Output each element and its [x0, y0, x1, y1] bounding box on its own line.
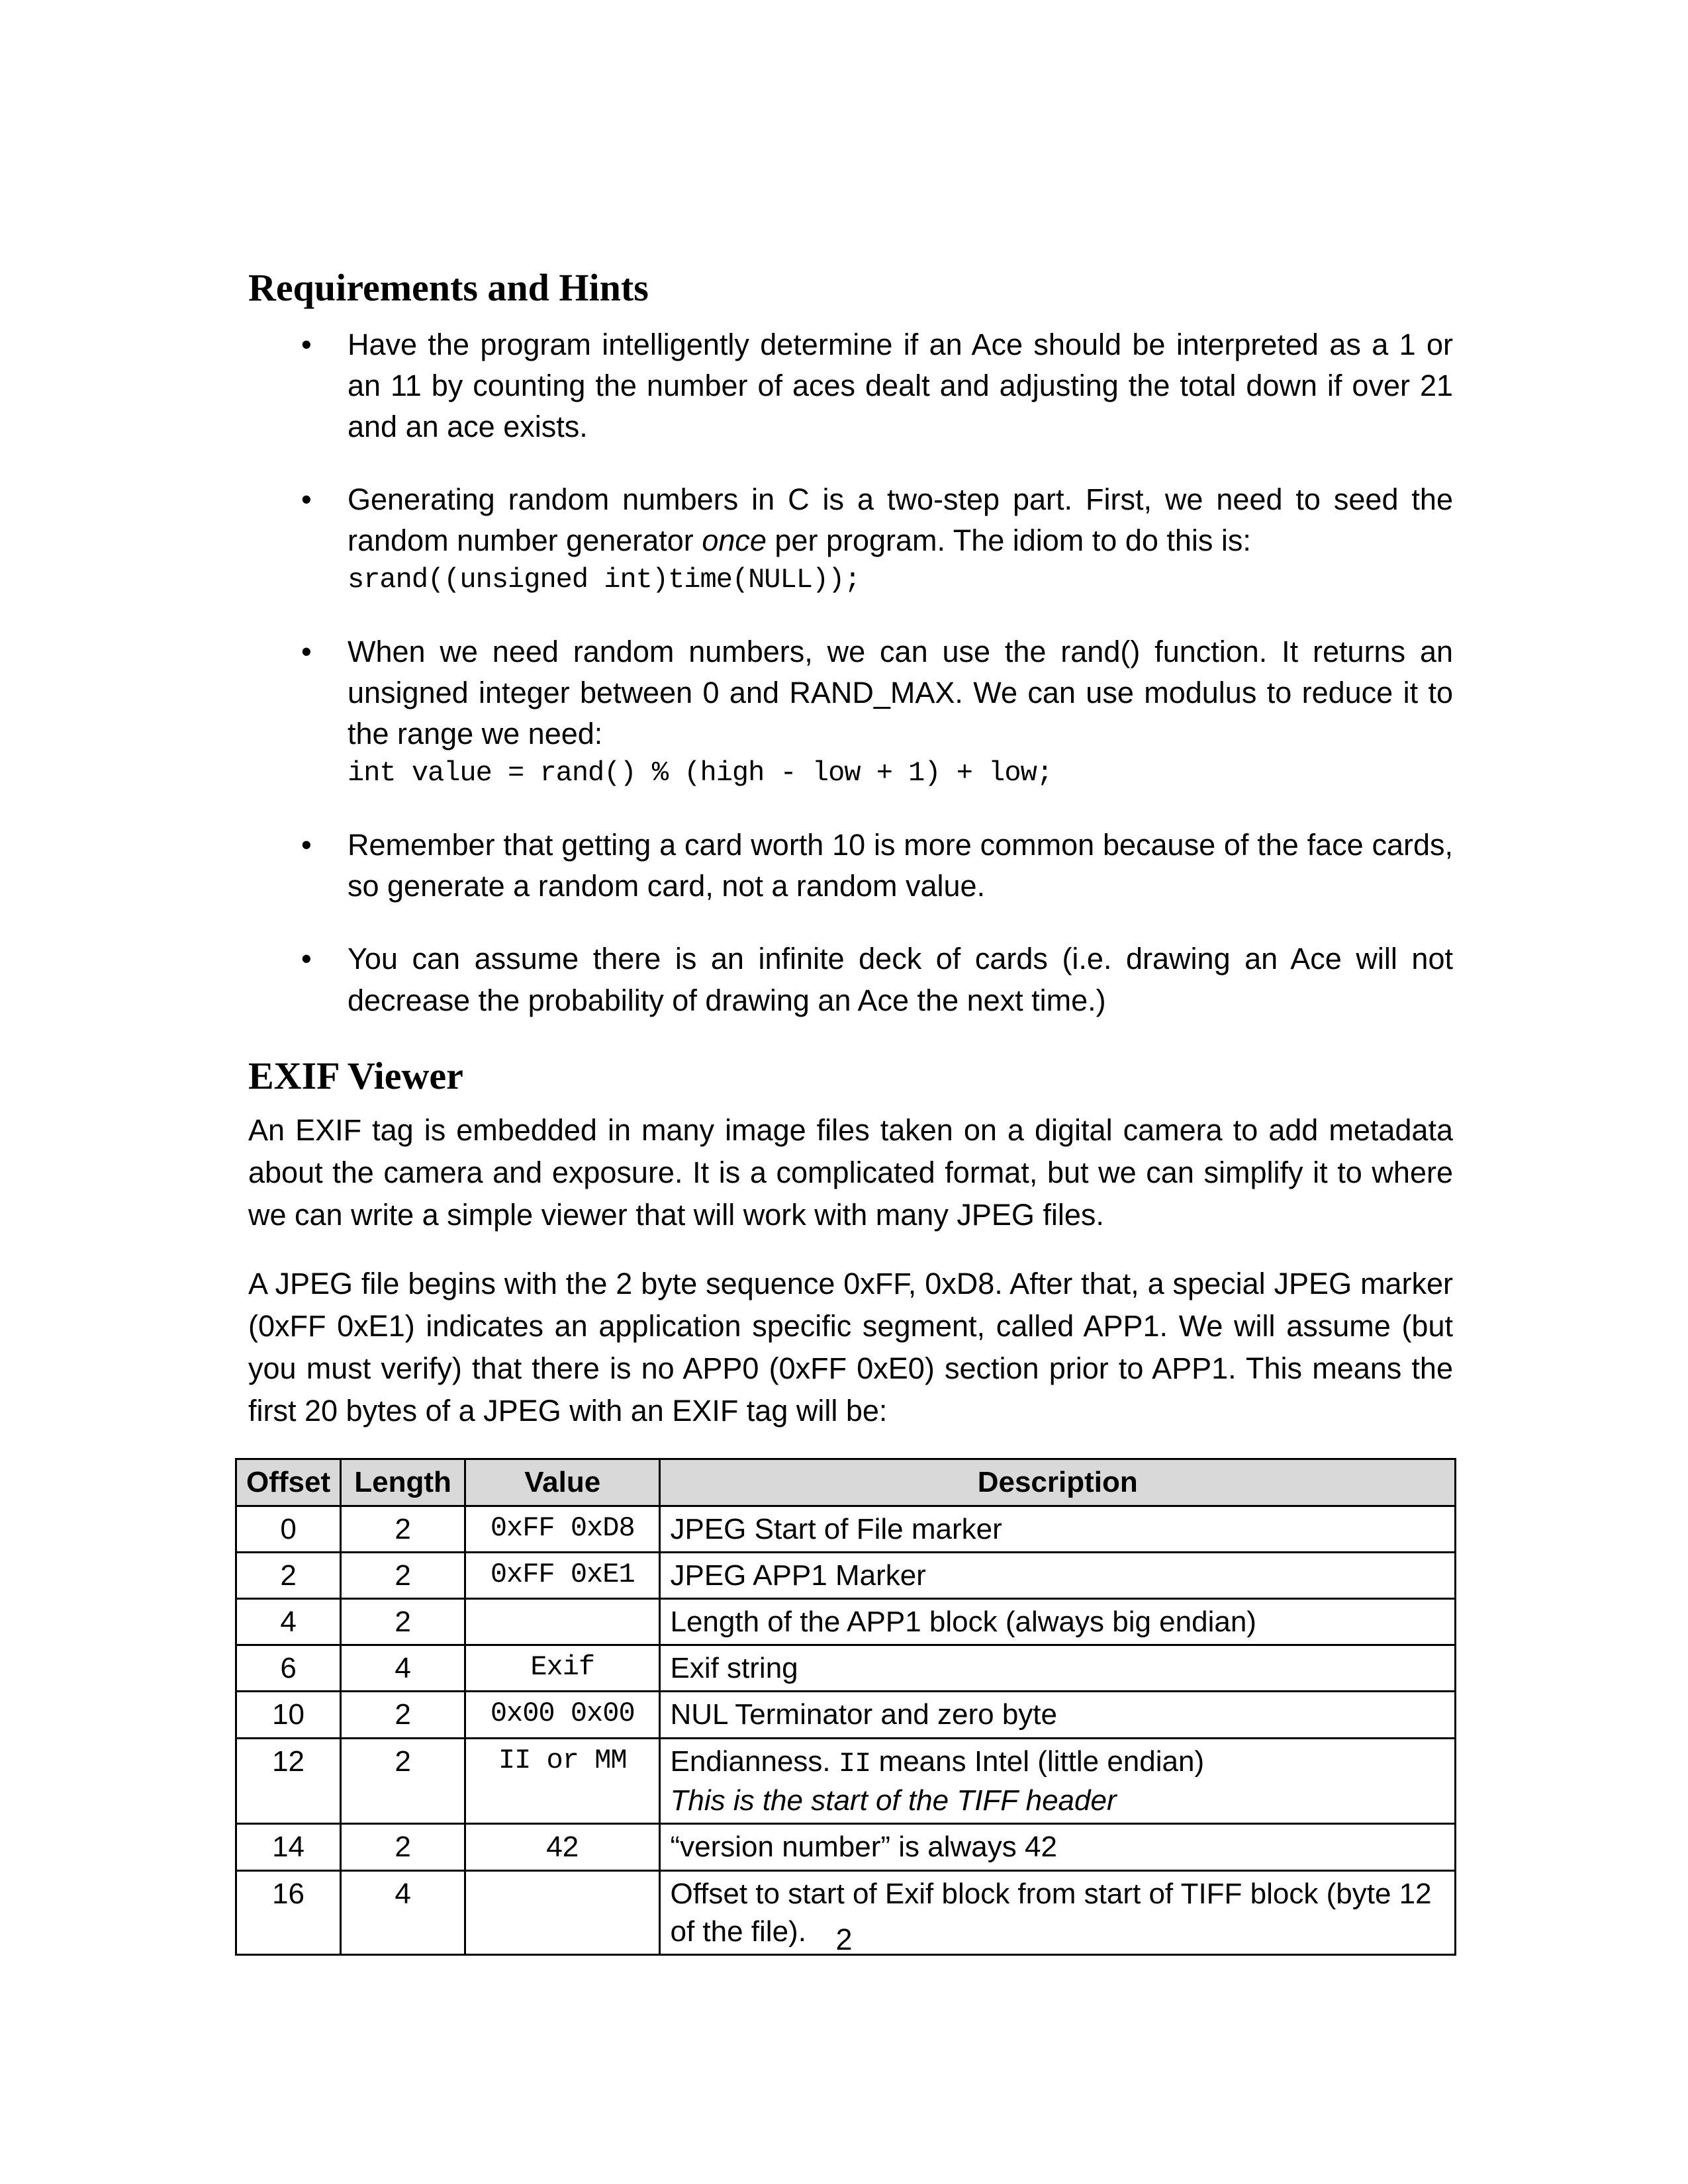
cell-value: 0xFF 0xD8 [465, 1506, 660, 1552]
list-item [248, 479, 1453, 600]
bullet-text: Have the program intelligently determine if an Ace should be interpreted as a 1 or an 11 by counting the number of aces dealt and adjusting the total down if over 21 and an ace exists. [348, 327, 1453, 443]
cell-length: 2 [341, 1824, 465, 1870]
cell-length: 4 [341, 1870, 465, 1954]
column-header-value: Value [465, 1459, 660, 1506]
bullet-text: per program. The idiom to do this is: [766, 523, 1251, 557]
cell-value: 0x00 0x00 [465, 1692, 660, 1738]
table-row [236, 1599, 1456, 1645]
section-heading-requirements: Requirements and Hints [248, 266, 649, 309]
table-row [236, 1506, 1456, 1552]
cell-length: 4 [341, 1645, 465, 1692]
bullet-text: When we need random numbers, we can use the rand() function. It returns an unsigned integer between 0 and RAND_MAX. We can use modulus to reduce it to the range we need: [348, 635, 1453, 751]
table-row [236, 1738, 1456, 1824]
table-row [236, 1692, 1456, 1738]
cell-offset: 16 [236, 1870, 341, 1954]
page-number: 2 [835, 1923, 853, 1956]
cell-description: JPEG APP1 Marker [660, 1552, 1456, 1598]
hints-list [248, 324, 1453, 1021]
cell-description: Length of the APP1 block (always big endian) [660, 1599, 1456, 1645]
description-text: Endianness. [670, 1745, 839, 1778]
cell-length: 2 [341, 1738, 465, 1824]
bullet-text: You can assume there is an infinite deck of cards (i.e. drawing an Ace will not decrease the probability of drawing an Ace the next time.) [348, 942, 1453, 1017]
list-item [248, 825, 1453, 907]
cell-offset: 12 [236, 1738, 341, 1824]
cell-offset: 6 [236, 1645, 341, 1692]
cell-description [660, 1738, 1456, 1824]
cell-length: 2 [341, 1599, 465, 1645]
list-item [248, 631, 1453, 793]
cell-description: JPEG Start of File marker [660, 1506, 1456, 1552]
table-row [236, 1645, 1456, 1692]
list-item [248, 324, 1453, 447]
section-heading-exif-viewer: EXIF Viewer [248, 1054, 463, 1097]
description-code: II [838, 1747, 871, 1780]
table-row [236, 1552, 1456, 1598]
column-header-length: Length [341, 1459, 465, 1506]
bullet-text-italic: once [702, 523, 767, 557]
code-snippet: int value = rand() % (high - low + 1) + low; [348, 757, 1053, 790]
cell-value: 42 [465, 1824, 660, 1870]
jpeg-structure-paragraph: A JPEG file begins with the 2 byte sequence 0xFF, 0xD8. After that, a special JPEG marker (0xFF 0xE1) indicates an application specific segment, called APP1. We will assume (but you must verify) that there is no APP0 (0xFF 0xE0) section prior to APP1. This means the first 20 bytes of a JPEG with an EXIF tag will be: [248, 1266, 1453, 1428]
list-item [248, 938, 1453, 1021]
cell-description: Offset to start of Exif block from start of TIFF block (byte 12 of the file). [660, 1870, 1456, 1954]
cell-length: 2 [341, 1692, 465, 1738]
code-snippet: srand((unsigned int)time(NULL)); [348, 564, 861, 596]
exif-intro-paragraph: An EXIF tag is embedded in many image files taken on a digital camera to add metadata about the camera and exposure. It is a complicated format, but we can simplify it to where we can write a simple viewer that will work with many JPEG files. [248, 1113, 1453, 1232]
cell-description: Exif string [660, 1645, 1456, 1692]
table-header-row [236, 1459, 1456, 1506]
column-header-offset: Offset [236, 1459, 341, 1506]
bullet-text: Remember that getting a card worth 10 is more common because of the face cards, so generate a random card, not a random value. [348, 828, 1453, 903]
cell-value [465, 1599, 660, 1645]
description-italic-note: This is the start of the TIFF header [670, 1784, 1117, 1817]
cell-offset: 0 [236, 1506, 341, 1552]
cell-length: 2 [341, 1506, 465, 1552]
cell-length: 2 [341, 1552, 465, 1598]
page-content [248, 265, 1453, 1956]
cell-offset: 10 [236, 1692, 341, 1738]
cell-offset: 2 [236, 1552, 341, 1598]
bullet-text: Generating random numbers in C is a two-step part. First, we need to seed the random number generator [348, 482, 1453, 557]
table-row [236, 1824, 1456, 1870]
cell-offset: 4 [236, 1599, 341, 1645]
cell-description: “version number” is always 42 [660, 1824, 1456, 1870]
cell-value: II or MM [465, 1738, 660, 1824]
cell-offset: 14 [236, 1824, 341, 1870]
cell-description: NUL Terminator and zero byte [660, 1692, 1456, 1738]
description-text: means Intel (little endian) [870, 1745, 1205, 1778]
cell-value: Exif [465, 1645, 660, 1692]
exif-structure-table [235, 1458, 1456, 1955]
column-header-description: Description [660, 1459, 1456, 1506]
cell-value: 0xFF 0xE1 [465, 1552, 660, 1598]
